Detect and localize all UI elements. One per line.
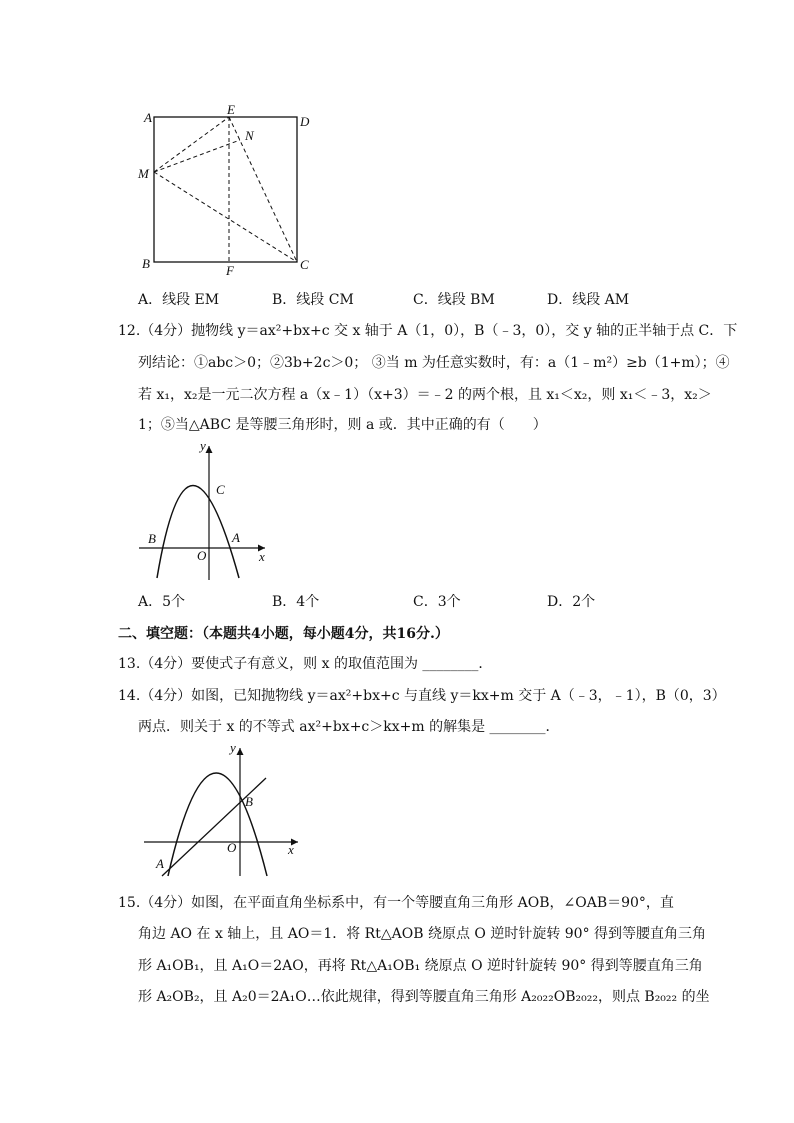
q15-line-2: 角边 AO 在 x 轴上，且 AO＝1．将 Rt△AOB 绕原点 O 逆时针旋转 90° 得到等腰直角三角 [138,926,707,942]
q12-option-c[interactable]: C．3个 [413,594,461,610]
q11-option-b[interactable]: B．线段 CM [272,292,354,308]
label-x-axis-q14: x [288,842,294,857]
label-b-q12: B [148,531,156,546]
q12-option-d[interactable]: D．2个 [547,594,596,610]
parabola-line-figure-q14 [140,740,305,880]
label-a-q14: A [156,856,164,871]
q12-option-a[interactable]: A．5个 [138,594,186,610]
q15-line-3: 形 A₁OB₁，且 A₁O＝2AO，再将 Rt△A₁OB₁ 绕原点 O 逆时针旋转 90° 得到等腰直角三角 [138,958,703,974]
label-x-axis-q12: x [259,549,265,564]
q11-option-a[interactable]: A．线段 EM [138,292,220,308]
q13-text: 13.（4分）要使式子有意义，则 x 的取值范围为 ________． [118,656,493,672]
label-b: B [142,256,150,271]
label-d: D [300,114,310,129]
q11-option-c[interactable]: C．线段 BM [413,292,495,308]
q12-line-4: 1；⑤当△ABC 是等腰三角形时，则 a 或．其中正确的有（ ） [138,417,547,433]
q12-line-3: 若 x₁，x₂是一元二次方程 a（x﹣1）（x+3）＝﹣2 的两个根，且 x₁＜x₂，则 x₁＜﹣3，x₂＞ [138,387,712,403]
label-m: M [138,166,149,181]
q11-option-d[interactable]: D．线段 AM [547,292,630,308]
q12-line-1: 12.（4分）抛物线 y＝ax²+bx+c 交 x 轴于 A（1，0），B（﹣3，0），交 y 轴的正半轴于点 C．下 [118,323,738,339]
label-a: A [144,110,152,125]
label-y-axis-q12: y [200,438,206,453]
q15-line-1: 15.（4分）如图，在平面直角坐标系中，有一个等腰直角三角形 AOB，∠OAB＝90°，直 [118,895,674,911]
label-n: N [245,128,254,143]
q14-line-2: 两点．则关于 x 的不等式 ax²+bx+c＞kx+m 的解集是 ________． [138,719,560,735]
section-heading: 二、填空题：（本题共4小题，每小题4分，共16分.） [118,626,449,642]
q14-line-1: 14.（4分）如图，已知抛物线 y＝ax²+bx+c 与直线 y＝kx+m 交于 A（﹣3，﹣1），B（0，3） [118,688,726,704]
label-origin-q12: O [197,548,207,563]
label-a-q12: A [232,530,240,545]
label-c-q12: C [216,482,225,497]
q12-option-b[interactable]: B．4个 [272,594,320,610]
label-f: F [226,263,234,278]
q12-line-2: 列结论：①abc＞0；②3b+2c＞0； ③当 m 为任意实数时，有：a（1﹣m²）≥b（1+m）；④ [138,355,730,371]
label-c: C [300,257,309,272]
q15-line-4: 形 A₂OB₂，且 A₂0＝2A₁O…依此规律，得到等腰直角三角形 A₂₀₂₂OB₂₀₂₂，则点 B₂₀₂₂ 的坐 [138,989,710,1005]
label-e: E [227,102,235,117]
square-figure [140,100,320,280]
label-origin-q14: O [227,840,237,855]
label-b-q14: B [245,794,253,809]
q12-options [138,591,698,611]
label-y-axis-q14: y [230,740,236,755]
q11-options [138,289,698,309]
